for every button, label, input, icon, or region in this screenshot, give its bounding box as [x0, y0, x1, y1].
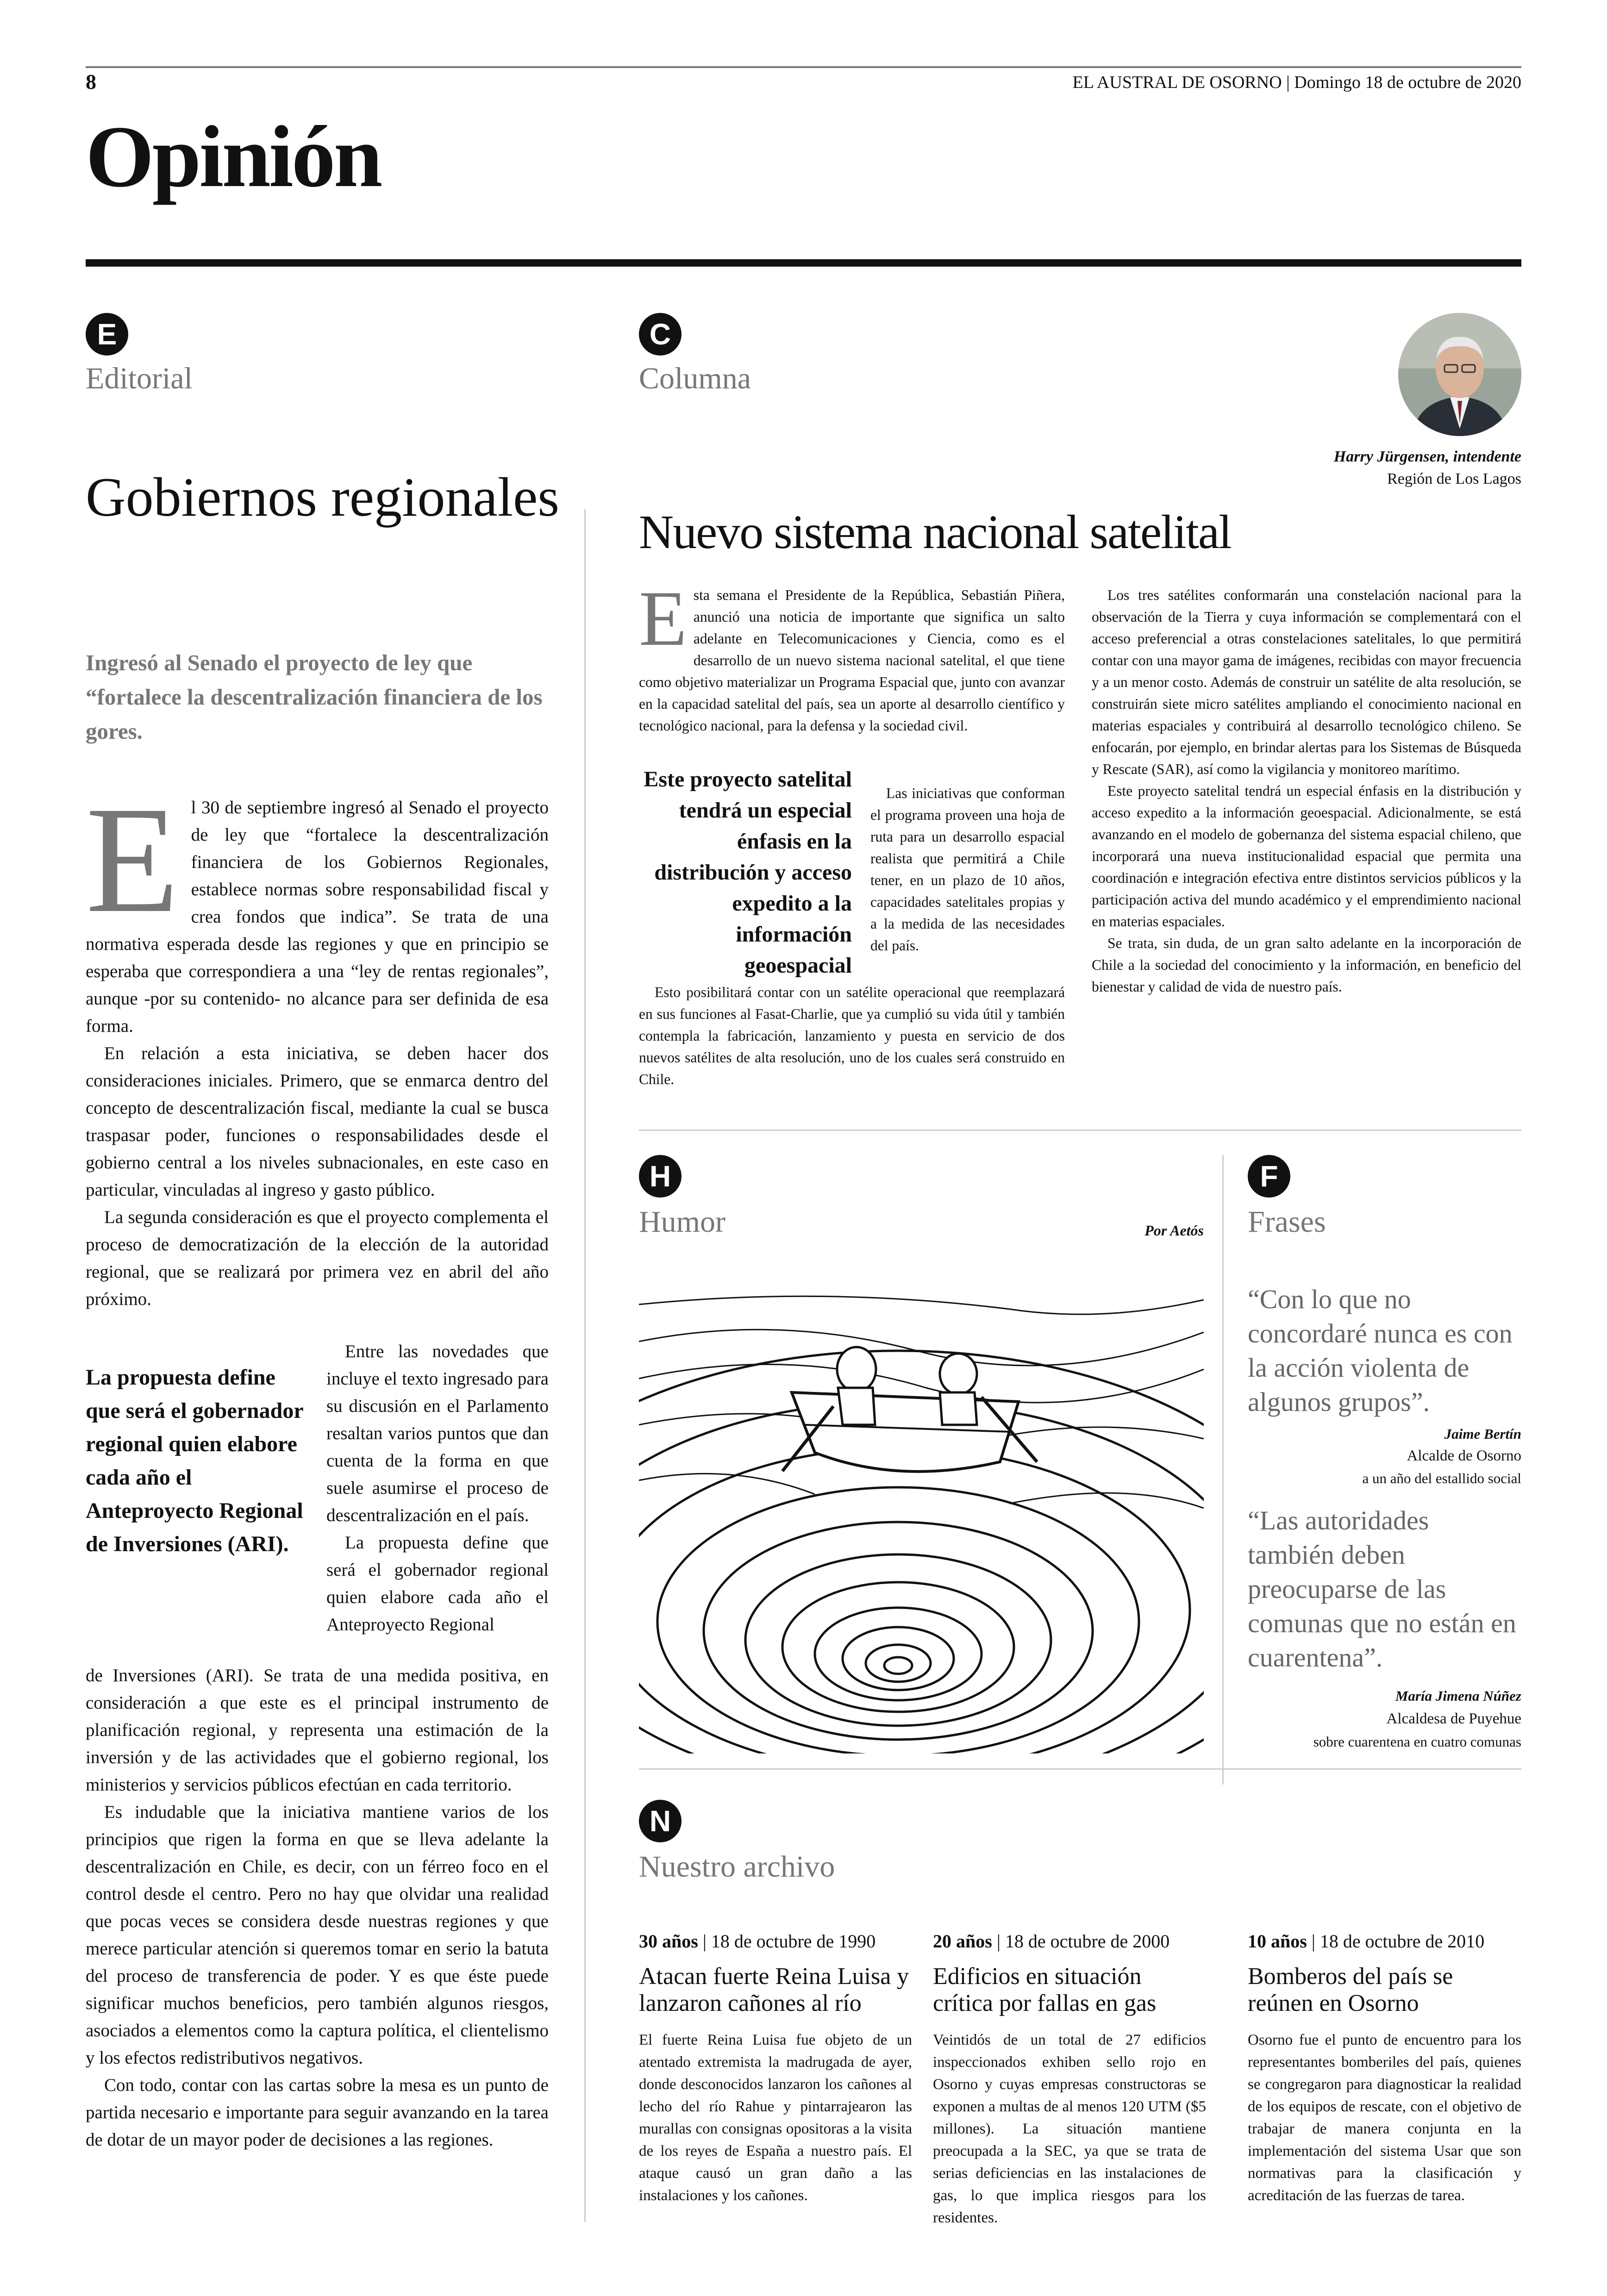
editorial-dropcap: E: [86, 775, 179, 944]
columna-pullquote: Este proyecto satelital tendrá un especial énfasis en la distribución y acceso expedito a la información geoespacial: [644, 767, 852, 978]
editorial-paragraph: En relación a esta iniciativa, se deben hacer dos consideraciones iniciales. Primero, que se enmarca dentro del concepto de descentralización fiscal, mediante la cual se busca traspasar poder, funciones o responsabilidades desde el gobierno central a los niveles subnacionales, en este caso en particular, vinculadas al ingreso y gasto público.: [86, 1043, 549, 1200]
archivo-label: Nuestro archivo: [639, 1850, 835, 1884]
columna-author-region: Región de Los Lagos: [1387, 470, 1521, 487]
column-divider: [584, 509, 586, 2222]
editorial-body-side: [326, 1338, 549, 1638]
columna-paragraph: Se trata, sin duda, de un gran salto adelante en la incorporación de Chile a la sociedad del conocimiento y la información, en beneficio del bienestar y calidad de vida de nuestro país.: [1092, 935, 1521, 995]
editorial-badge: E: [86, 313, 128, 356]
cartoon-image: [639, 1286, 1204, 1753]
editorial-paragraph: l 30 de septiembre ingresó al Senado el proyecto de ley que “fortalece la descentralización financiera de los Gobiernos Regionales, establece normas sobre responsabilidad fiscal y crea fondos que indica”. Se trata de una normativa esperada desde las regiones y que en principio se esperaba que correspondiera a una “ley de rentas regionales”, aunque -por su contenido- no alcance para ser definida de esa forma.: [86, 798, 549, 1036]
columna-dropcap: E: [639, 575, 687, 662]
editorial-paragraph: Con todo, contar con las cartas sobre la mesa es un punto de partida necesario e importante para seguir avanzando en la tarea de dotar de un mayor poder de decisiones a las regiones.: [86, 2075, 549, 2150]
columna-badge: C: [639, 313, 682, 356]
quote-context: a un año del estallido social: [1362, 1470, 1521, 1486]
frases-quote: “Las autoridades también deben preocuparse de las comunas que no están en cuarentena”.: [1248, 1505, 1516, 1672]
archive-text: El fuerte Reina Luisa fue objeto de un atentado extremista la madrugada de ayer, donde desconocidos lanzaron los cañones al lecho del río Rahue y pintarrajearon las murallas con consignas opositoras a la visita de los reyes de España a nuestro país. El ataque causó un gran daño a las instalaciones y los cañones.: [639, 2032, 912, 2204]
humor-label: Humor: [639, 1205, 725, 1239]
column-divider: [1222, 1155, 1224, 1784]
editorial-paragraph: La segunda consideración es que el proyecto complementa el proceso de democratización de la elección de la autoridad regional, que se realizará por primera vez en abril del año próximo.: [86, 1207, 549, 1309]
columna-body-right: [1092, 584, 1521, 998]
section-title: Opinión: [86, 108, 381, 206]
archive-years: 30 años: [639, 1931, 698, 1952]
archive-years: 20 años: [933, 1931, 992, 1952]
columna-paragraph: Esto posibilitará contar con un satélite operacional que reemplazará en sus funciones al Fasat-Charlie, que ya cumplió su vida útil y también contempla la fabricación, lanzamiento y puesta en servicio de dos nuevos satélites de alta resolución, uno de los cuales será construido en Chile.: [639, 984, 1065, 1087]
publication-date: Domingo 18 de octubre de 2020: [1294, 73, 1521, 92]
editorial-lead: Ingresó al Senado el proyecto de ley que “fortalece la descentralización financiera de los gores.: [86, 650, 543, 744]
section-divider: [639, 1768, 1521, 1770]
frases-label: Frases: [1248, 1205, 1326, 1239]
editorial-label: Editorial: [86, 362, 193, 395]
page-number: 8: [86, 70, 96, 94]
archive-title: Edificios en situación crítica por fallas en gas: [933, 1963, 1157, 2016]
quote-author: Jaime Bertín: [1444, 1426, 1521, 1442]
columna-paragraph: Este proyecto satelital tendrá un especial énfasis en la distribución y acceso expedito a la información geoespacial. Adicionalmente, se está avanzando en el modelo de gobernanza del sistema espacial chileno, que incorporará una nueva institucionalidad espacial que permita una coordinación e integración efectiva entre distintos servicios públicos y la participación activa del mundo académico y el emprendimiento nacional en materias espaciales.: [1092, 783, 1521, 930]
columna-body-side: [870, 782, 1065, 956]
archive-item: 10 años | 18 de octubre de 2010 Bomberos del país se reúnen en Osorno Osorno fue el punto de encuentro para los representantes bomberiles del país, quienes se congregaron para diagnosticar la realidad de los equipos de rescate, con el objetivo de trabajar de manera conjunta en la implementación del sistema Usar que son normativas para la clasificación y acreditación de las fuerzas de tarea.: [1248, 1930, 1521, 2207]
editorial-paragraph: de Inversiones (ARI). Se trata de una medida positiva, en consideración a que este es el principal instrumento de planificación regional, y representa una estimación de la inversión y de las actividades que el gobierno regional, los ministerios y servicios públicos efectúan en cada territorio.: [86, 1666, 549, 1795]
editorial-paragraph: Entre las novedades que incluye el texto ingresado para su discusión en el Parlamento resaltan varios puntos que dan cuenta de la forma en que suele asumirse el proceso de descentralización en el país.: [326, 1341, 549, 1525]
top-rule: [86, 66, 1521, 68]
frases-badge: F: [1248, 1155, 1290, 1198]
editorial-body-bottom: [86, 1662, 549, 2153]
editorial-body-top: [86, 775, 549, 1313]
columna-paragraph: Los tres satélites conformarán una constelación nacional para la observación de la Tierra y cuya información se complementará con el acceso preferencial a otras constelaciones satelitales, lo que permitirá contar con una mayor gama de imágenes, recibidas con mayor frecuencia y a un menor costo. Además de construir un satélite de alta resolución, se construirán siete micro satélites ampliando el conocimiento nacional en materias espaciales y contribuirá al desarrollo tecnológico chileno. Se enfocarán, por ejemplo, en brindar alertas para los Sistemas de Búsqueda y Rescate (SAR), así como la vigilancia y monitoreo marítimo.: [1092, 587, 1521, 777]
archive-item: 30 años | 18 de octubre de 1990 Atacan fuerte Reina Luisa y lanzaron cañones al río El fuerte Reina Luisa fue objeto de un atentado extremista la madrugada de ayer, donde desconocidos lanzaron los cañones al lecho del río Rahue y pintarrajearon las murallas con consignas opositoras a la visita de los reyes de España a nuestro país. El ataque causó un gran daño a las instalaciones y los cañones.: [639, 1930, 912, 2207]
author-avatar: [1398, 313, 1521, 436]
frases-quote: “Con lo que no concordaré nunca es con la acción violenta de algunos grupos”.: [1248, 1284, 1513, 1417]
editorial-paragraph: La propuesta define que será el gobernador regional quien elabore cada año el Anteproyecto Regional: [326, 1533, 549, 1635]
columna-body-top: [639, 575, 1065, 736]
editorial-pullquote: La propuesta define que será el gobernador regional quien elabore cada año el Anteproyecto Regional de Inversiones (ARI).: [86, 1365, 303, 1556]
quote-context: sobre cuarentena en cuatro comunas: [1313, 1734, 1521, 1750]
section-divider: [639, 1129, 1521, 1131]
publication-name: EL AUSTRAL DE OSORNO: [1072, 73, 1282, 92]
humor-credit: Por Aetós: [1144, 1222, 1204, 1239]
archive-date: 18 de octubre de 2000: [1005, 1931, 1170, 1952]
archive-date: 18 de octubre de 2010: [1319, 1931, 1485, 1952]
columna-label: Columna: [639, 362, 751, 395]
columna-paragraph: Las iniciativas que conforman el programa proveen una hoja de ruta para un desarrollo espacial realista que permitirá a Chile tener, en un plazo de 10 años, capacidades satelitales propias y a la medida de las necesidades del país.: [870, 785, 1065, 954]
archive-date: 18 de octubre de 1990: [711, 1931, 876, 1952]
columna-body-bottom: [639, 981, 1065, 1090]
quote-author: María Jimena Núñez: [1395, 1688, 1521, 1704]
quote-role: Alcalde de Osorno: [1407, 1447, 1521, 1464]
columna-title: Nuevo sistema nacional satelital: [639, 505, 1231, 559]
editorial-title: Gobiernos regionales: [86, 466, 560, 528]
archive-title: Atacan fuerte Reina Luisa y lanzaron cañones al río: [639, 1963, 909, 2016]
quote-role: Alcaldesa de Puyehue: [1386, 1710, 1521, 1727]
archive-text: Osorno fue el punto de encuentro para los representantes bomberiles del país, quienes se congregaron para diagnosticar la realidad de los equipos de rescate, con el objetivo de trabajar de manera conjunta en la implementación del sistema Usar que son normativas para la clasificación y acreditación de las fuerzas de tarea.: [1248, 2032, 1521, 2204]
humor-badge: H: [639, 1155, 682, 1198]
columna-paragraph: sta semana el Presidente de la República, Sebastián Piñera, anunció una noticia de importante que significa un salto adelante en Telecomunicaciones y Ciencia, como es el desarrollo de un nuevo sistema nacional satelital, el que tiene como objetivo materializar un Programa Espacial que, junto con avanzar en la capacidad satelital del país, sea un aporte al desarrollo científico y tecnológico nacional, para la defensa y la sociedad civil.: [639, 587, 1065, 734]
editorial-paragraph: Es indudable que la iniciativa mantiene varios de los principios que rigen la forma en que se lleva adelante la descentralización en Chile, es decir, con un férreo foco en el control desde el centro. Pero no hay que olvidar una realidad que pocas veces se considera desde nuestras regiones y que merece particular atención si queremos tomar en serio la batuta del proceso de transferencia de poder. Y es que éste puede significar muchos beneficios, pero también algunos riesgos, asociados a elementos como la captura política, el clientelismo y los efectos redistributivos negativos.: [86, 1802, 549, 2068]
archive-title: Bomberos del país se reúnen en Osorno: [1248, 1963, 1453, 2016]
archive-text: Veintidós de un total de 27 edificios inspeccionados exhiben sello rojo en Osorno y cuyas empresas constructoras se exponen a multas de al menos 120 UTM ($5 millones). La situación mantiene preocupada a la SEC, ya que se trata de serias deficiencias en las instalaciones de gas, lo que implica riesgos para los residentes.: [933, 2032, 1206, 2226]
archivo-badge: N: [639, 1800, 682, 1842]
publication-header: EL AUSTRAL DE OSORNO | Domingo 18 de octubre de 2020: [1072, 73, 1521, 92]
archive-years: 10 años: [1248, 1931, 1307, 1952]
header-thick-rule: [86, 259, 1521, 267]
columna-author: Harry Jürgensen, intendente: [1333, 448, 1521, 465]
archive-item: 20 años | 18 de octubre de 2000 Edificios en situación crítica por fallas en gas Veintidós de un total de 27 edificios inspeccionados exhiben sello rojo en Osorno y cuyas empresas constructoras se exponen a multas de al menos 120 UTM ($5 millones). La situación mantiene preocupada a la SEC, ya que se trata de serias deficiencias en las instalaciones de gas, lo que implica riesgos para los residentes.: [933, 1930, 1206, 2229]
